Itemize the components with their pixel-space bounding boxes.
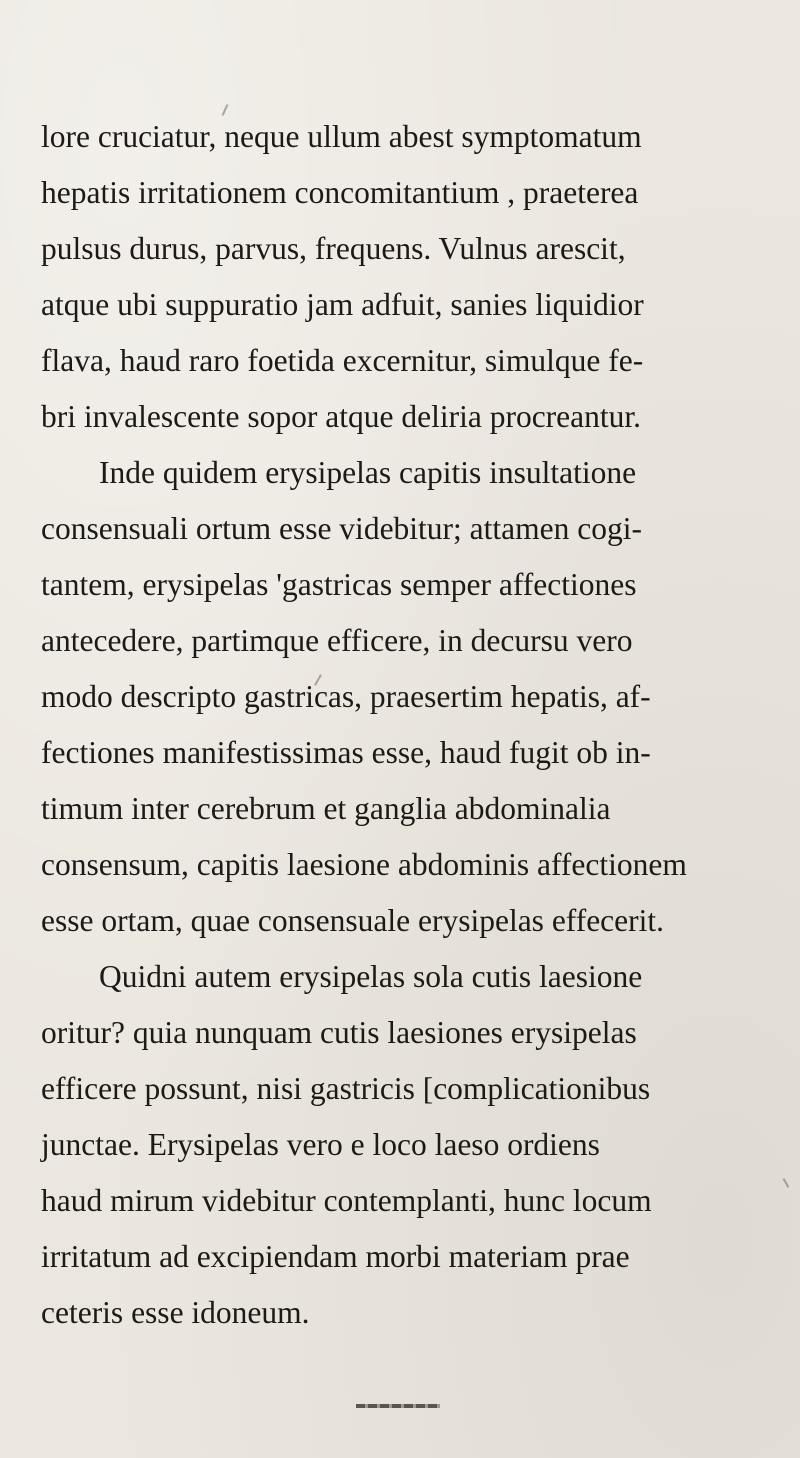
text-line: consensum, capitis laesione abdominis affectionem <box>41 847 687 882</box>
text-line: esse ortam, quae consensuale erysipelas effecerit. <box>41 903 665 938</box>
text-line: irritatum ad excipiendam morbi materiam prae <box>41 1239 630 1274</box>
text-line: lore cruciatur, neque ullum abest symptomatum <box>41 119 642 154</box>
decorative-rule <box>356 1404 440 1408</box>
text-line: hepatis irritationem concomitantium , praeterea <box>41 175 639 210</box>
text-line: bri invalescente sopor atque deliria procreantur. <box>41 399 642 434</box>
text-line: haud mirum videbitur contemplanti, hunc locum <box>41 1183 652 1218</box>
text-line: timum inter cerebrum et ganglia abdominalia <box>41 791 611 826</box>
text-line: atque ubi suppuratio jam adfuit, sanies liquidior <box>41 287 644 322</box>
text-line: junctae. Erysipelas vero e loco laeso ordiens <box>41 1127 600 1162</box>
text-line: consensuali ortum esse videbitur; attamen cogi- <box>41 511 642 546</box>
text-line: pulsus durus, parvus, frequens. Vulnus arescit, <box>41 231 626 266</box>
text-line: modo descripto gastricas, praesertim hepatis, af- <box>41 679 651 714</box>
paragraph-start-line: Inde quidem erysipelas capitis insultatione <box>99 455 637 490</box>
print-speck <box>783 1178 790 1188</box>
text-line: efficere possunt, nisi gastricis [complicationibus <box>41 1071 651 1106</box>
text-line: fectiones manifestissimas esse, haud fugit ob in- <box>41 735 651 770</box>
paragraph-start-line: Quidni autem erysipelas sola cutis laesione <box>99 959 643 994</box>
text-line: antecedere, partimque efficere, in decursu vero <box>41 623 633 658</box>
text-line: flava, haud raro foetida excernitur, simulque fe- <box>41 343 644 378</box>
print-speck <box>222 104 229 116</box>
text-line: tantem, erysipelas 'gastricas semper affectiones <box>41 567 637 602</box>
text-line: ceteris esse idoneum. <box>41 1295 310 1330</box>
text-line: oritur? quia nunquam cutis laesiones erysipelas <box>41 1015 637 1050</box>
